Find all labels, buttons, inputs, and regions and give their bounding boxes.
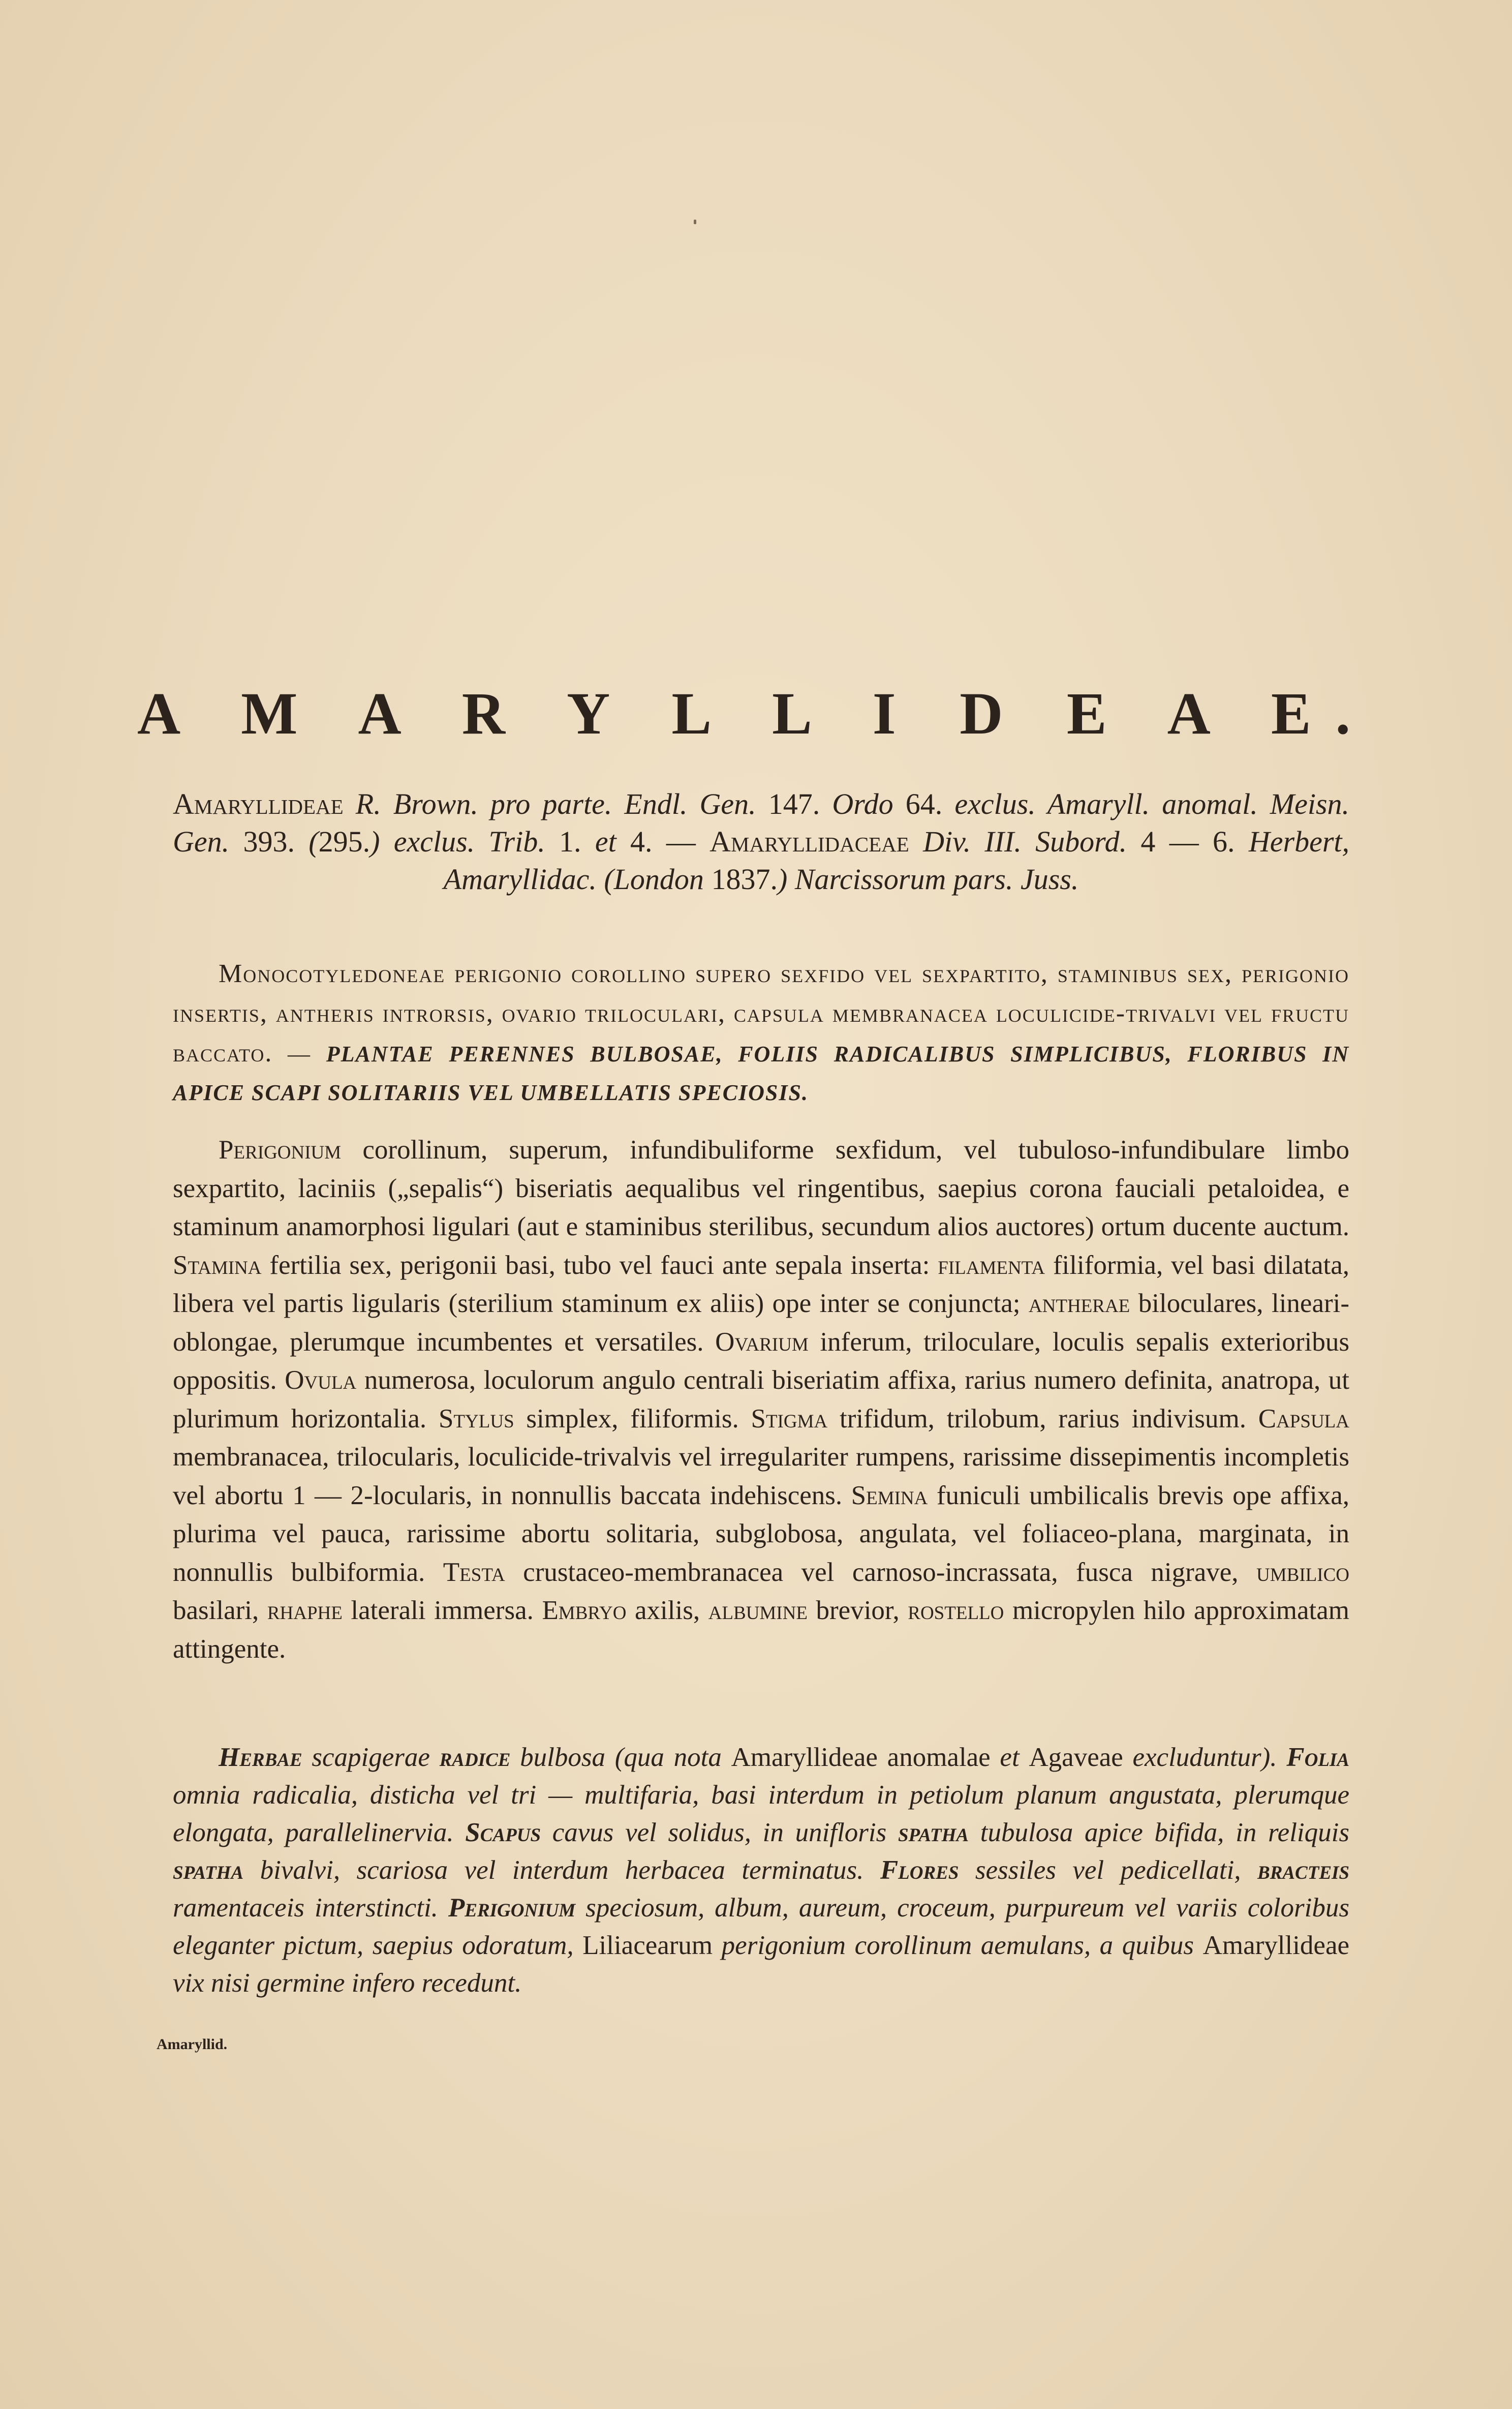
habit-run: bulbosa (qua nota <box>510 1743 731 1772</box>
description-run: umbilico <box>1256 1557 1349 1587</box>
description-run: Semina <box>851 1480 928 1510</box>
synonymy-run: R. Brown. pro parte. Endl. Gen. <box>355 787 756 820</box>
habit-run: Scapus <box>465 1818 541 1847</box>
habit-run: excluduntur). <box>1123 1743 1287 1772</box>
description-run: Capsula <box>1258 1404 1350 1434</box>
habit-run: sessiles vel pedicellati, <box>959 1855 1258 1885</box>
description-run: micropylen hilo approximatam attingente. <box>173 1596 1350 1664</box>
synonymy-run: Ordo <box>832 787 893 820</box>
synonymy-run: ) exclus. Trib. <box>370 825 545 858</box>
description-run: Embryo <box>542 1596 627 1625</box>
habit-run: speciosum, album, aureum, croceum, purpureum vel variis coloribus eleganter pictum, saepius odoratum, <box>173 1893 1349 1960</box>
description-run: antherae <box>1028 1289 1130 1318</box>
characters-run: PLANTAE PERENNES BULBOSAE, FOLIIS RADICALIBUS SIMPLICIBUS, FLORIBUS IN APICE SCAPI SOLITARIIS VEL UMBELLATIS SPECIOSIS. <box>173 1042 1350 1105</box>
habit-run: Flores <box>880 1855 959 1885</box>
description-run: crustaceo-membranacea vel carnoso-incrassata, fusca nigrave, <box>505 1557 1257 1587</box>
description-run: Testa <box>443 1557 505 1587</box>
synonymy-run: exclus. Amaryll. anomal. Meisn. Gen. <box>173 787 1350 858</box>
description-run: axilis, <box>626 1596 708 1625</box>
description-run: basilari, <box>173 1596 267 1625</box>
synonymy-run: 393. <box>229 825 309 858</box>
habit-run: omnia radicalia, disticha vel tri — multifaria, basi interdum in petiolum planum angustata, plerumque elongata, parallelinervia. <box>173 1780 1349 1847</box>
synonymy-run: Div. III. Subord. <box>923 825 1127 858</box>
synonymy-run: Amaryllideae <box>173 787 344 820</box>
synonymy-paragraph <box>173 785 1349 898</box>
description-run: rhaphe <box>267 1596 343 1625</box>
description-run: filamenta <box>938 1250 1045 1280</box>
habit-run: Liliacearum <box>582 1931 713 1960</box>
habit-run: et <box>990 1743 1029 1772</box>
description-run: filiformia, vel basi dilatata, libera vel partis ligularis (sterilium staminum ex aliis) ope inter se conjuncta; <box>173 1250 1349 1318</box>
habit-run: bivalvi, scariosa vel interdum herbacea terminatus. <box>243 1855 880 1885</box>
habit-run: Amaryllideae anomalae <box>731 1743 991 1772</box>
description-run: Ovula <box>285 1365 357 1395</box>
habit-run: spatha <box>173 1855 244 1885</box>
description-run: albumine <box>708 1596 808 1625</box>
description-run: inferum, triloculare, loculis sepalis exterioribus oppositis. <box>173 1327 1349 1395</box>
synonymy-run: 295. <box>318 825 371 858</box>
synonymy-run: 147. <box>756 787 832 820</box>
habit-run: Perigonium <box>448 1893 576 1923</box>
synonymy-run: 64. <box>893 787 955 820</box>
description-run: simplex, filiformis. <box>514 1404 751 1434</box>
description-run: fertilia sex, perigonii basi, tubo vel fauci ante sepala inserta: <box>261 1250 938 1280</box>
habit-run: ramentaceis interstincti. <box>173 1893 448 1923</box>
synonymy-run <box>909 825 923 858</box>
characters-run: Monocotyledoneae perigonio corollino supero sexfido vel sexpartito, staminibus sex, perigonio insertis, antheris introrsis, ovario triloculari, capsula membranacea loculicide-trivalvi vel fructu baccato. <box>173 959 1349 1068</box>
signature-mark: Amaryllid. <box>157 2036 228 2053</box>
habit-run: cavus vel solidus, in unifloris <box>541 1818 898 1847</box>
description-paragraph <box>173 1131 1349 1668</box>
synonymy-run: 4. — <box>616 825 710 858</box>
characters-run: — <box>272 1042 326 1066</box>
description-run: funiculi umbilicalis brevis ope affixa, plurima vel pauca, rarissime abortu solitaria, subglobosa, angulata, vel foliaceo-plana, marginata, in nonnullis bulbiformia. <box>173 1480 1349 1587</box>
synonymy-run <box>344 787 356 820</box>
description-run: numerosa, loculorum angulo centrali biseriatim affixa, rarius numero definita, anatropa, ut plurimum horizontalia. <box>173 1365 1349 1434</box>
synonymy-run: ( <box>308 825 319 858</box>
habit-run: vix nisi germine infero recedunt. <box>173 1968 522 1998</box>
habit-run: bracteis <box>1257 1855 1349 1885</box>
description-run: brevior, <box>807 1596 908 1625</box>
habit-run: scapigerae <box>302 1743 440 1772</box>
habit-paragraph <box>173 1739 1349 2002</box>
description-run: Stigma <box>751 1404 828 1434</box>
description-run: laterali immersa. <box>342 1596 542 1625</box>
habit-run: Herbae <box>219 1743 302 1772</box>
ink-speck <box>694 220 696 224</box>
synonymy-run: 4 — 6. <box>1127 825 1249 858</box>
habit-run: Agaveae <box>1029 1743 1123 1772</box>
habit-run: spatha <box>898 1818 969 1847</box>
synonymy-run: Herbert, Amaryllidac. (London <box>443 825 1350 896</box>
description-run: Stylus <box>438 1404 514 1434</box>
synonymy-run: ) Narcissorum pars. Juss. <box>777 863 1079 896</box>
description-run: corollinum, superum, infundibuliforme sexfidum, vel tubuloso-infundibulare limbo sexpartito, laciniis („sepalis“) biseriatis aequalibus vel ringentibus, saepius corona fauciali petaloidea, e staminum anamorphosi ligulari (aut e staminibus sterilibus, secundum alios auctores) ortum ducente auctum. <box>173 1135 1349 1241</box>
habit-run: Folia <box>1286 1743 1350 1772</box>
synonymy-run: 1837. <box>703 863 778 896</box>
description-run: trifidum, trilobum, rarius indivisum. <box>827 1404 1258 1434</box>
description-run: Stamina <box>173 1250 262 1280</box>
page-title: A M A R Y L L I D E A E. <box>137 680 1375 747</box>
description-run: Ovarium <box>715 1327 809 1357</box>
synonymy-run: et <box>595 825 616 858</box>
description-run: Perigonium <box>219 1135 342 1165</box>
description-run: rostello <box>908 1596 1004 1625</box>
description-run: biloculares, lineari-oblongae, plerumque incumbentes et versatiles. <box>173 1289 1349 1357</box>
habit-run: Amaryllideae <box>1202 1931 1349 1960</box>
description-run: membranacea, trilocularis, loculicide-trivalvis vel irregulariter rumpens, rarissime dissepimentis incompletis vel abortu 1 — 2-locularis, in nonnullis baccata indehiscens. <box>173 1442 1349 1510</box>
family-characters <box>173 955 1349 1112</box>
habit-run: perigonium corollinum aemulans, a quibus <box>713 1931 1203 1960</box>
synonymy-run: 1. <box>545 825 595 858</box>
habit-run: radice <box>439 1743 511 1772</box>
synonymy-run: Amaryllidaceae <box>709 825 909 858</box>
habit-run: tubulosa apice bifida, in reliquis <box>969 1818 1349 1847</box>
